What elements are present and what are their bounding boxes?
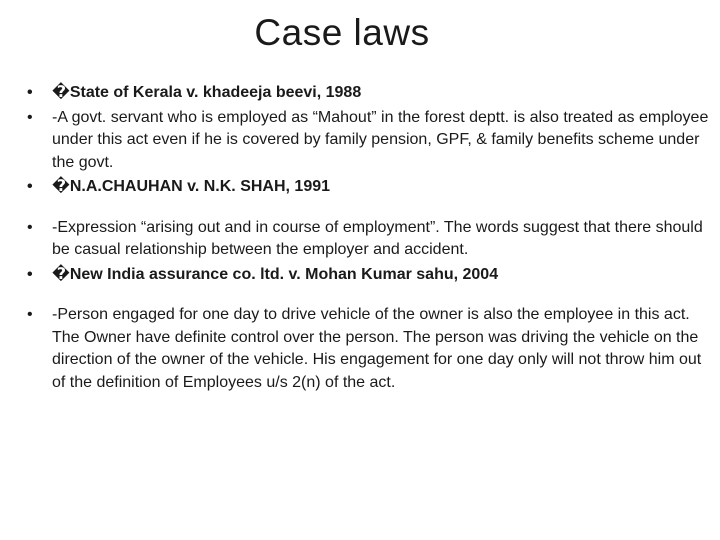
case-title-chauhan: • �N.A.CHAUHAN v. N.K. SHAH, 1991 [27,176,715,199]
case-title-new-india: • �New India assurance co. ltd. v. Mohan Kumar sahu, 2004 [27,264,715,287]
case-title-kerala: • �State of Kerala v. khadeeja beevi, 1988 [27,82,715,105]
case-summary-mahout: • -A govt. servant who is employed as “Mahout” in the forest deptt. is also treated as employee under this act even if he is covered by family pension, GPF, & family benefits scheme under the govt. [27,107,715,175]
case-law-list [27,82,715,394]
case-summary-employment: • -Expression “arising out and in course of employment”. The words suggest that there should be casual relationship between the employer and accident. [27,217,715,262]
case-summary-driver: • -Person engaged for one day to drive vehicle of the owner is also the employee in this act. The Owner have definite control over the person. The person was driving the vehicle on the direction of the owner of the vehicle. His engagement for one day only will not throw him out of the definition of Employees u/s 2(n) of the act. [27,304,715,394]
slide-title: Case laws [254,12,430,53]
